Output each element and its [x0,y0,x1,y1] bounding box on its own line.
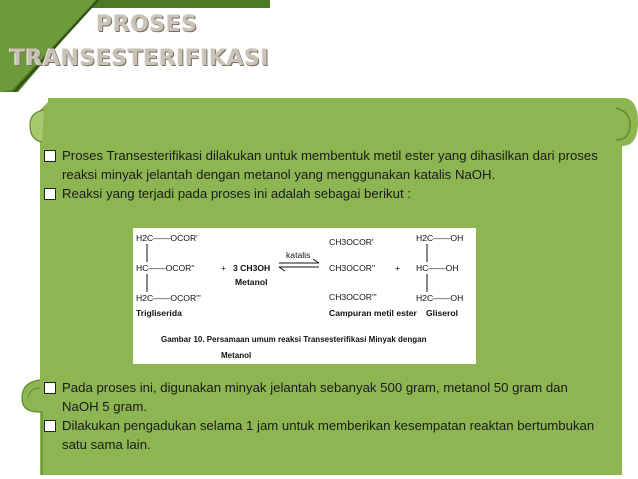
bullet-text: Proses Transesterifikasi dilakukan untuk membentuk metil ester yang dihasilkan dari proses reaksi minyak jelantah dengan metanol yang menggunakan katalis NaOH. [62,148,598,182]
figure-caption-line1: Gambar 10. Persamaan umum reaksi Transesterifikasi Minyak dengan [161,335,427,344]
methanol-formula: 3 CH3OH [233,263,271,273]
ester-1: CH3OCOR' [329,237,374,247]
reactant1-line1: H2C——OCOR' [136,233,198,243]
glycerol-line1: H2C——OH [416,233,464,243]
page-title-line2: TRANSESTERIFIKASI [10,46,270,71]
methanol-label: Metanol [235,277,268,287]
reactant1-line2: HC——OCOR" [136,263,195,273]
page-title-line1: PROSES [96,12,198,37]
bullet-text: Dilakukan pengadukan selama 1 jam untuk memberikan kesempatan reaktan bertumbukan satu sama lain. [62,418,595,452]
bottom-bullets [42,378,602,454]
checkbox-bullet-icon [44,420,56,432]
glycerol-line2: HC——OH [416,263,459,273]
glycerol-label: Gliserol [426,308,458,318]
top-bullets [42,146,602,203]
figure-caption-line2: Metanol [221,351,252,360]
esters-label: Campuran metil ester [329,308,417,318]
checkbox-bullet-icon [44,382,56,394]
reaction-figure [133,228,476,364]
glycerol-line3: H2C——OH [416,293,464,303]
plus-sign-2: + [395,263,401,273]
checkbox-bullet-icon [44,188,56,200]
ester-2: CH3OCOR" [329,263,376,273]
bullet-text: Pada proses ini, digunakan minyak jelantah sebanyak 500 gram, metanol 50 gram dan NaOH 5 gram. [62,380,568,414]
ester-3: CH3OCOR'" [329,292,377,302]
catalyst-label: katalis [286,250,311,260]
bullet-item [42,378,602,416]
reactant1-label: Trigliserida [136,308,182,318]
checkbox-bullet-icon [44,150,56,162]
plus-sign-1: + [221,263,227,273]
bullet-item [42,146,602,184]
bullet-item [42,416,602,454]
reactant1-line3: H2C——OCOR'" [136,293,201,303]
bullet-text: Reaksi yang terjadi pada proses ini adalah sebagai berikut : [62,186,411,201]
bullet-item [42,184,602,203]
